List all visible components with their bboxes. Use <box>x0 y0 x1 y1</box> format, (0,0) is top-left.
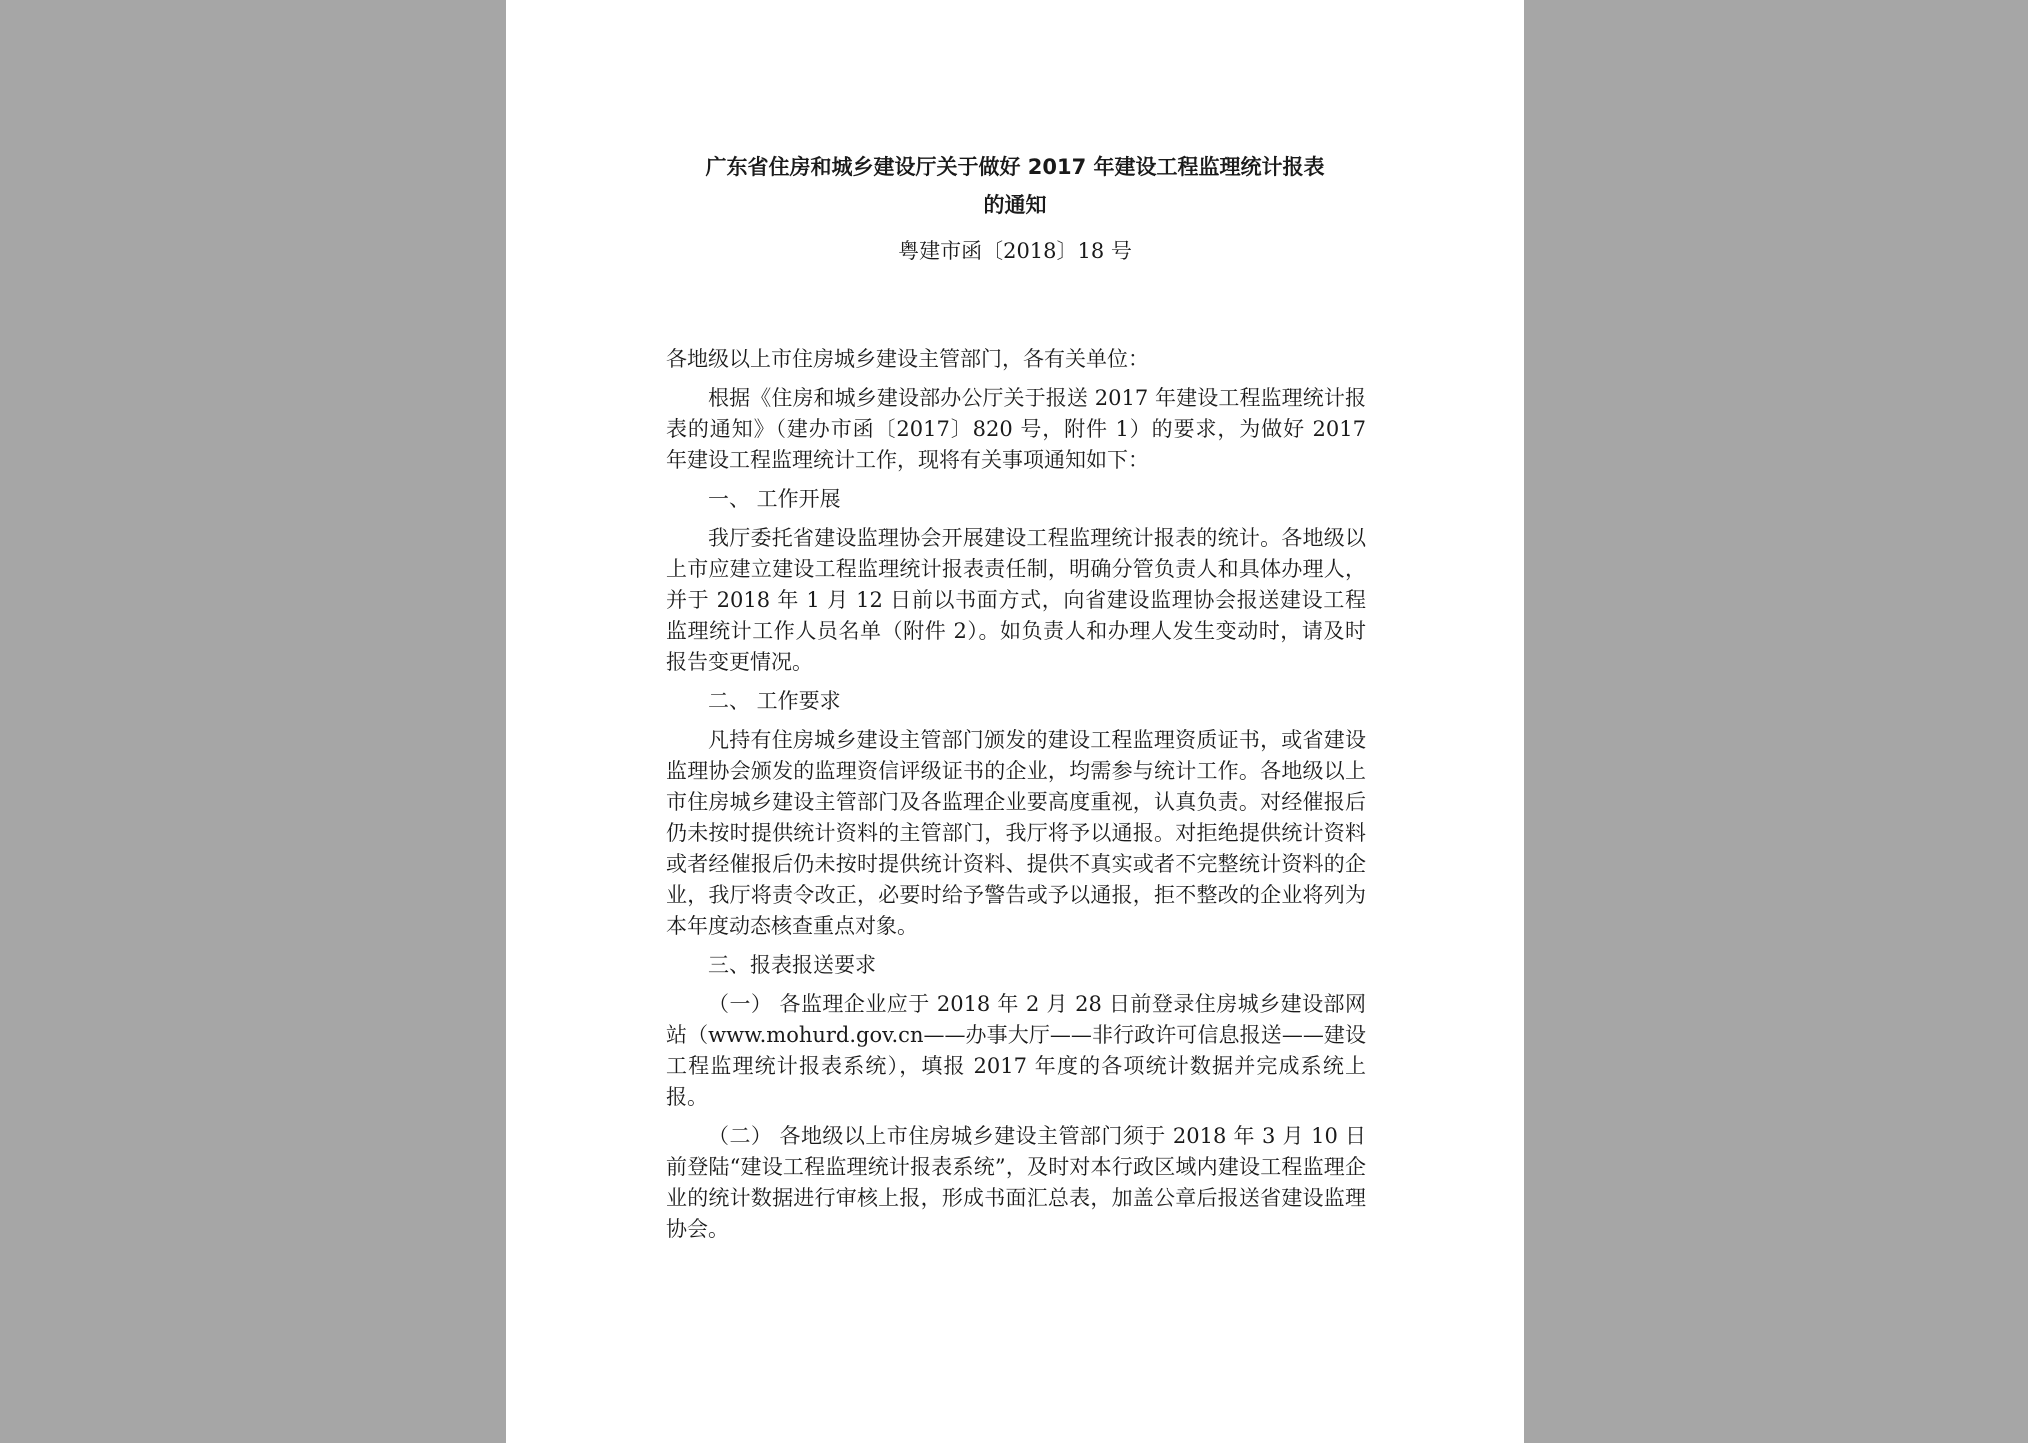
document-page <box>506 0 1524 1443</box>
section-1-heading: 一、 工作开展 <box>708 487 841 511</box>
section-3-item-2: （二） 各地级以上市住房城乡建设主管部门须于 2018 年 3 月 10 日前登陆“建设工程监理统计报表系统”，及时对本行政区域内建设工程监理企业的统计数据进行审核上报，形成书面汇总表，加盖公章后报送省建设监理协会。 <box>666 1124 1366 1241</box>
section-1-paragraph: 我厅委托省建设监理协会开展建设工程监理统计报表的统计。各地级以上市应建立建设工程监理统计报表责任制，明确分管负责人和具体办理人，并于 2018 年 1 月 12 日前以书面方式，向省建设监理协会报送建设工程监理统计工作人员名单（附件 2）。如负责人和办理人发生变动时，请及时报告变更情况。 <box>666 526 1366 674</box>
section-3-item-1: （一） 各监理企业应于 2018 年 2 月 28 日前登录住房城乡建设部网站（www.mohurd.gov.cn——办事大厅——非行政许可信息报送——建设工程监理统计报表系统），填报 2017 年度的各项统计数据并完成系统上报。 <box>666 992 1366 1109</box>
intro-paragraph: 根据《住房和城乡建设部办公厅关于报送 2017 年建设工程监理统计报表的通知》（建办市函〔2017〕820 号，附件 1）的要求，为做好 2017 年建设工程监理统计工作，现将有关事项通知如下： <box>666 386 1366 472</box>
salutation: 各地级以上市住房城乡建设主管部门，各有关单位： <box>666 347 1149 371</box>
title-line-1: 广东省住房和城乡建设厅关于做好 2017 年建设工程监理统计报表 <box>705 155 1325 179</box>
section-3-heading: 三、报表报送要求 <box>708 953 876 977</box>
section-2-heading: 二、 工作要求 <box>708 689 841 713</box>
document-title <box>506 148 1524 224</box>
section-2-paragraph: 凡持有住房城乡建设主管部门颁发的建设工程监理资质证书，或省建设监理协会颁发的监理资信评级证书的企业，均需参与统计工作。各地级以上市住房城乡建设主管部门及各监理企业要高度重视，认真负责。对经催报后仍未按时提供统计资料的主管部门，我厅将予以通报。对拒绝提供统计资料或者经催报后仍未按时提供统计资料、提供不真实或者不完整统计资料的企业，我厅将责令改正，必要时给予警告或予以通报，拒不整改的企业将列为本年度动态核查重点对象。 <box>666 728 1366 938</box>
document-body <box>666 344 1366 1253</box>
title-line-2: 的通知 <box>983 193 1047 217</box>
document-number: 粤建市函〔2018〕18 号 <box>898 239 1132 263</box>
